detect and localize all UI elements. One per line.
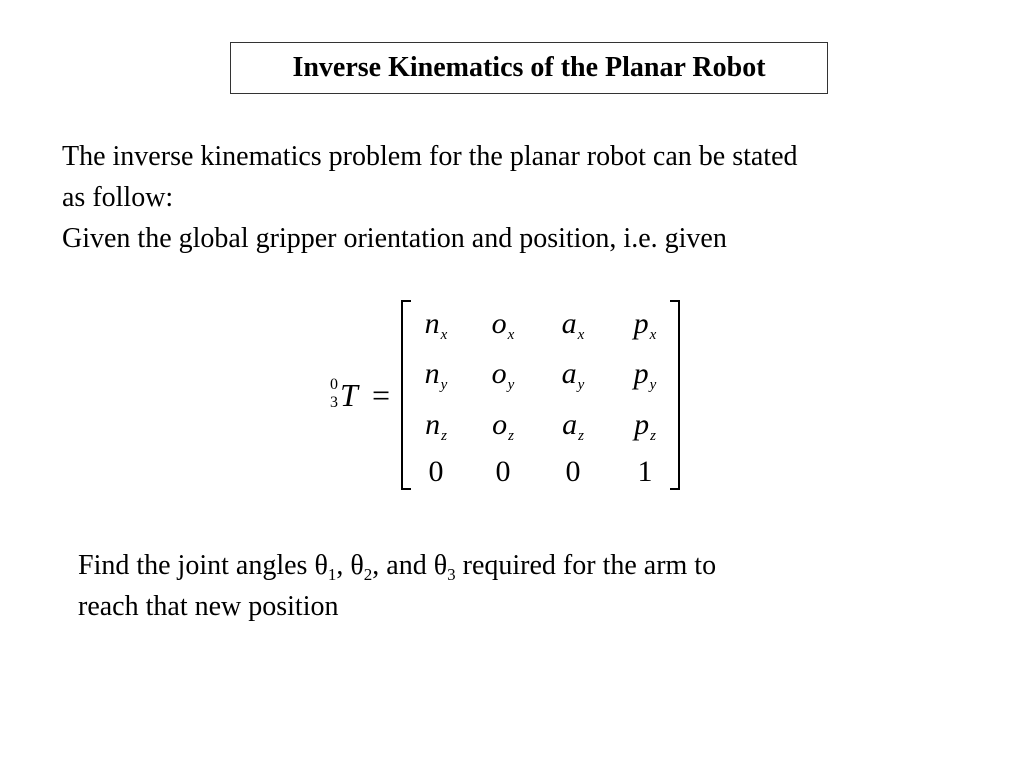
theta-1: $\theta_1$: [314, 550, 337, 584]
theta-2: $\theta_2$: [350, 550, 373, 584]
matrix-cell: 0: [495, 455, 511, 488]
intro-line-1: The inverse kinematics problem for the planar robot can be stated: [62, 141, 798, 172]
matrix-cell: $p_z$: [634, 408, 656, 444]
matrix-cell: 0: [428, 455, 444, 488]
lhs-frame-superscript: 0: [330, 376, 338, 393]
matrix-cell: $a_y$: [561, 357, 585, 393]
question-line-1: Find the joint angles $\theta_1$, $\theta_2$, and $\theta_3$ required for the arm to: [78, 550, 717, 584]
matrix-cell: $n_y$: [424, 357, 448, 393]
slide-title: Inverse Kinematics of the Planar Robot: [292, 52, 766, 83]
matrix-cell: $n_z$: [425, 408, 447, 444]
matrix-row: [410, 403, 670, 447]
lhs-transform-symbol: T: [340, 377, 358, 413]
matrix-cell: $o_y$: [491, 357, 515, 393]
matrix-cell: 1: [637, 455, 653, 488]
matrix-cell: $o_x$: [491, 307, 515, 343]
matrix-row: [410, 302, 670, 346]
intro-line-2: as follow:: [62, 182, 174, 213]
matrix-cell: $p_y$: [633, 357, 657, 393]
question-line-2: reach that new position: [78, 591, 339, 622]
matrix-cell: $p_x$: [633, 307, 657, 343]
matrix-row: [410, 450, 670, 494]
equals-sign: =: [372, 377, 391, 413]
matrix-row: [410, 352, 670, 396]
theta-3: $\theta_3$: [433, 550, 456, 584]
question-paragraph: [78, 545, 716, 627]
matrix-cell: $a_x$: [561, 307, 585, 343]
slide-title-box: [230, 42, 828, 94]
intro-paragraph: [62, 136, 798, 259]
matrix-cell: 0: [565, 455, 581, 488]
matrix-cell: $n_x$: [424, 307, 448, 343]
matrix-cell: $a_z$: [562, 408, 584, 444]
lhs-frame-subscript: 3: [330, 394, 338, 411]
intro-line-3: Given the global gripper orientation and position, i.e. given: [62, 223, 727, 254]
matrix-cell: $o_z$: [492, 408, 514, 444]
